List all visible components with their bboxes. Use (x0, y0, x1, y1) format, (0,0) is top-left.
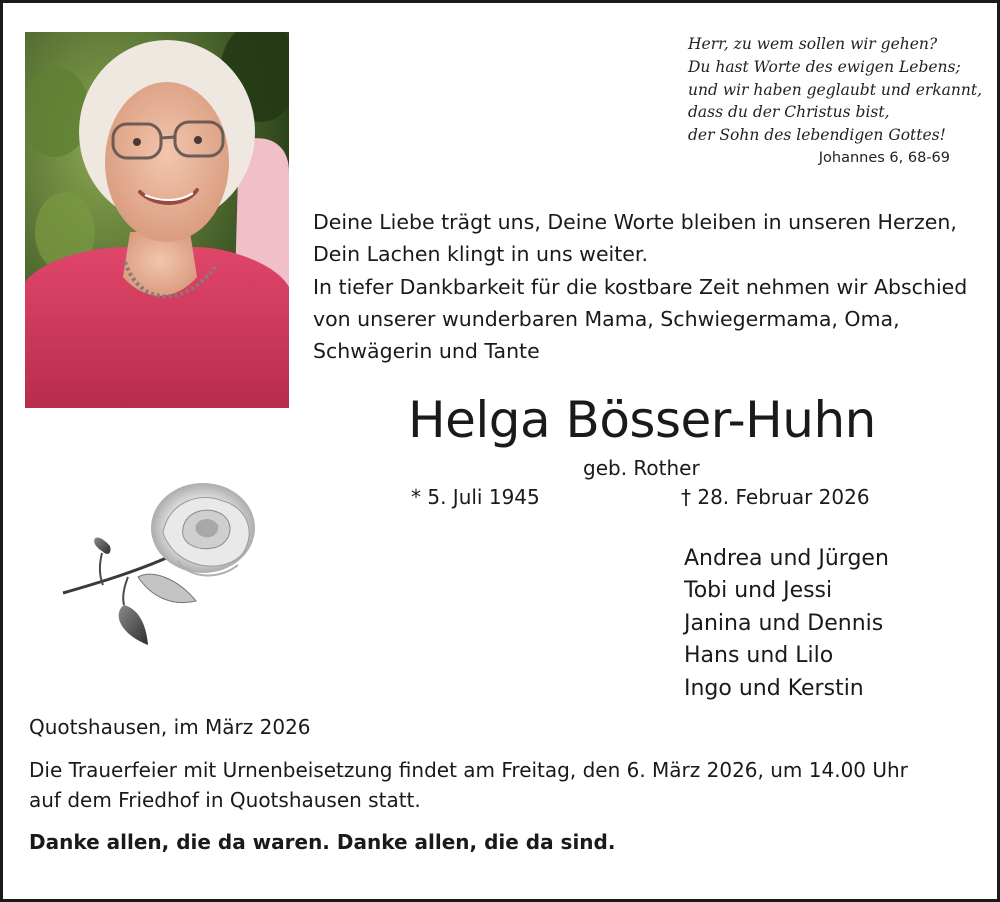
service-line: auf dem Friedhof in Quotshausen statt. (29, 788, 421, 813)
place-date: Quotshausen, im März 2026 (29, 715, 311, 739)
verse-line: Herr, zu wem sollen wir gehen? (688, 35, 938, 53)
portrait-photo (25, 32, 289, 408)
verse-line: der Sohn des lebendigen Gottes! (688, 126, 946, 145)
intro-line: In tiefer Dankbarkeit für die kostbare Zeit nehmen wir Abschied (313, 274, 968, 299)
closing-note: Danke allen, die da waren. Danke allen, die da sind. (29, 830, 616, 854)
intro-line: Schwägerin und Tante (313, 339, 540, 364)
bible-verse (688, 33, 983, 147)
mourner-item: Ingo und Kerstin (684, 675, 864, 701)
deceased-name: Helga Bösser-Huhn (408, 391, 876, 449)
service-line: Die Trauerfeier mit Urnenbeisetzung findet am Freitag, den 6. März 2026, um 14.00 Uhr (29, 758, 908, 782)
mourner-item: Hans und Lilo (684, 643, 834, 669)
rose-illustration (58, 473, 263, 653)
mourner-item: Tobi und Jessi (684, 578, 833, 604)
verse-line: dass du der Christus bist, (688, 103, 890, 122)
service-info (29, 755, 908, 816)
intro-line: Deine Liebe trägt uns, Deine Worte bleiben in unseren Herzen, (313, 210, 957, 234)
verse-reference: Johannes 6, 68-69 (818, 150, 950, 166)
intro-text (313, 206, 993, 367)
mourners-list (684, 543, 889, 705)
birth-name: geb. Rother (583, 456, 700, 480)
intro-line: Dein Lachen klingt in uns weiter. (313, 242, 648, 267)
verse-line: Du hast Worte des ewigen Lebens; (688, 57, 961, 76)
verse-line: und wir haben geglaubt und erkannt, (688, 80, 983, 99)
mourner-item: Andrea und Jürgen (684, 546, 889, 571)
mourner-item: Janina und Dennis (684, 610, 884, 636)
birth-date: * 5. Juli 1945 (411, 485, 540, 509)
intro-line: von unserer wunderbaren Mama, Schwiegermama, Oma, (313, 306, 900, 331)
death-date: † 28. Februar 2026 (681, 485, 870, 509)
